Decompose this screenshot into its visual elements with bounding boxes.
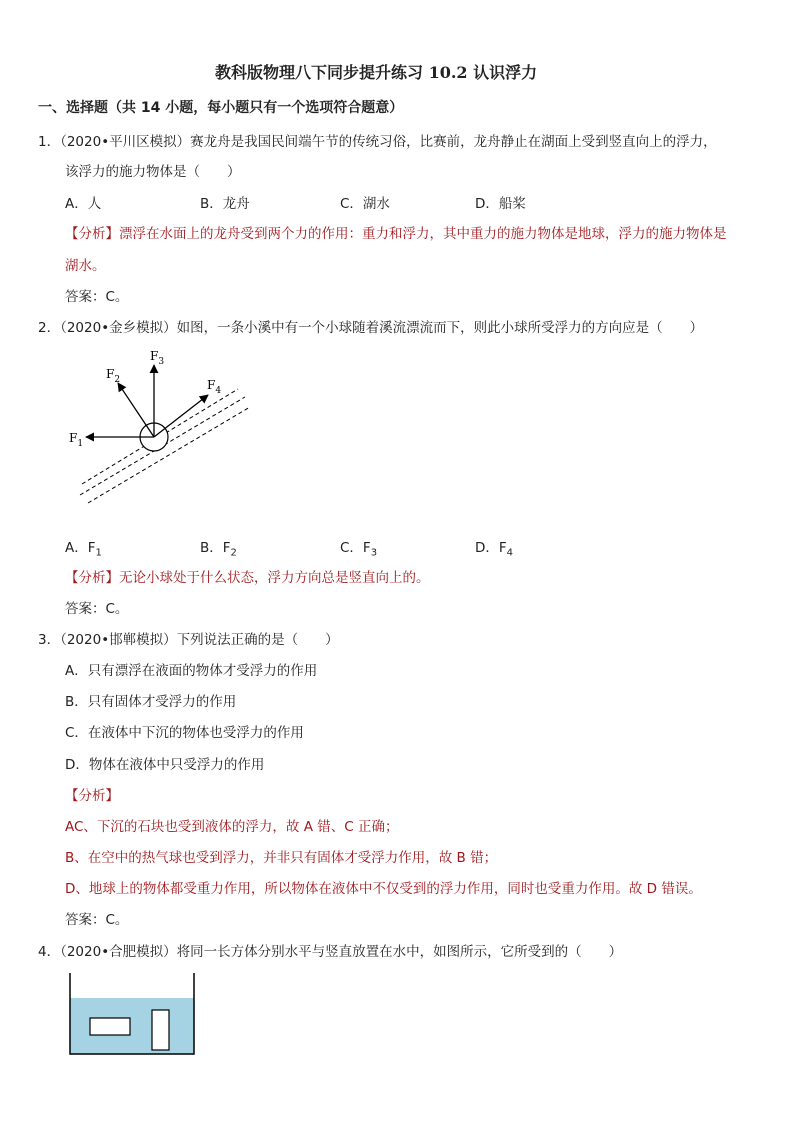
force-arrow-f4 [154, 395, 208, 437]
question-3-option-c: C．在液体中下沉的物体也受浮力的作用 [65, 725, 304, 741]
question-3-answer: 答案：C。 [65, 912, 129, 928]
question-2-answer: 答案：C。 [65, 601, 129, 617]
analysis-tag: 【分析】 [65, 226, 119, 242]
stream-line [88, 407, 250, 503]
question-2-option-a: A．$F_1$ [65, 540, 102, 559]
question-3-option-b: B．只有固体才受浮力的作用 [65, 694, 237, 710]
vertical-block [152, 1010, 169, 1050]
question-2-analysis [65, 566, 430, 586]
water [70, 998, 194, 1054]
question-3-stem: 3．（2020•邯郸模拟）下列说法正确的是（ ） [38, 632, 339, 648]
label-f4: $F_4$ [207, 378, 222, 396]
analysis-text: 无论小球处于什么状态，浮力方向总是竖直向上的。 [119, 570, 430, 586]
question-1-stem-line-2: 该浮力的施力物体是（ ） [65, 164, 241, 180]
question-3-analysis-line-1: AC、下沉的石块也受到液体的浮力，故 A 错、C 正确； [65, 819, 399, 835]
question-2-option-d: D．$F_4$ [475, 540, 514, 559]
question-4-stem: 4．（2020•合肥模拟）将同一长方体分别水平与竖直放置在水中，如图所示，它所受到的（ ） [38, 944, 623, 960]
question-1-stem-line-1: 1．（2020•平川区模拟）赛龙舟是我国民间端午节的传统习俗，比赛前，龙舟静止在湖面上受到竖直向上的浮力， [38, 134, 717, 150]
label-f1: $F_1$ [69, 431, 84, 449]
question-1-answer: 答案：C。 [65, 289, 129, 305]
question-4-figure [66, 970, 198, 1058]
label-f2: $F_2$ [106, 367, 121, 385]
question-2-figure [60, 345, 260, 505]
question-3-analysis-line-2: B、在空中的热气球也受到浮力，并非只有固体才受浮力作用，故 B 错； [65, 850, 498, 866]
label-f3: $F_3$ [150, 349, 165, 367]
question-2-option-c: C．$F_3$ [340, 540, 378, 559]
question-1-option-d: D．船桨 [475, 196, 526, 212]
question-2-option-b: B．$F_2$ [200, 540, 237, 559]
question-2-stem: 2．（2020•金乡模拟）如图，一条小溪中有一个小球随着溪流漂流而下，则此小球所受浮力的方向应是（ ） [38, 320, 704, 336]
question-1-option-a: A．人 [65, 196, 102, 212]
question-1-analysis-line-1 [65, 222, 727, 242]
question-3-option-a: A．只有漂浮在液面的物体才受浮力的作用 [65, 663, 318, 679]
question-3-option-d: D．物体在液体中只受浮力的作用 [65, 757, 265, 773]
horizontal-block [90, 1018, 130, 1035]
analysis-text: 漂浮在水面上的龙舟受到两个力的作用：重力和浮力，其中重力的施力物体是地球，浮力的施力物体是 [119, 226, 727, 242]
question-1-option-c: C．湖水 [340, 196, 390, 212]
analysis-tag: 【分析】 [65, 570, 119, 586]
force-arrow-f2 [118, 383, 154, 437]
question-1-option-b: B．龙舟 [200, 196, 250, 212]
question-1-analysis-line-2: 湖水。 [65, 258, 106, 274]
question-3-analysis-line-3: D、地球上的物体都受重力作用，所以物体在液体中不仅受到的浮力作用，同时也受重力作用。故 D 错误。 [65, 881, 702, 897]
section-heading: 一、选择题（共 14 小题，每小题只有一个选项符合题意） [38, 100, 404, 116]
question-3-analysis-tag: 【分析】 [65, 788, 119, 804]
document-title: 教科版物理八下同步提升练习 10.2 认识浮力 [215, 63, 538, 82]
